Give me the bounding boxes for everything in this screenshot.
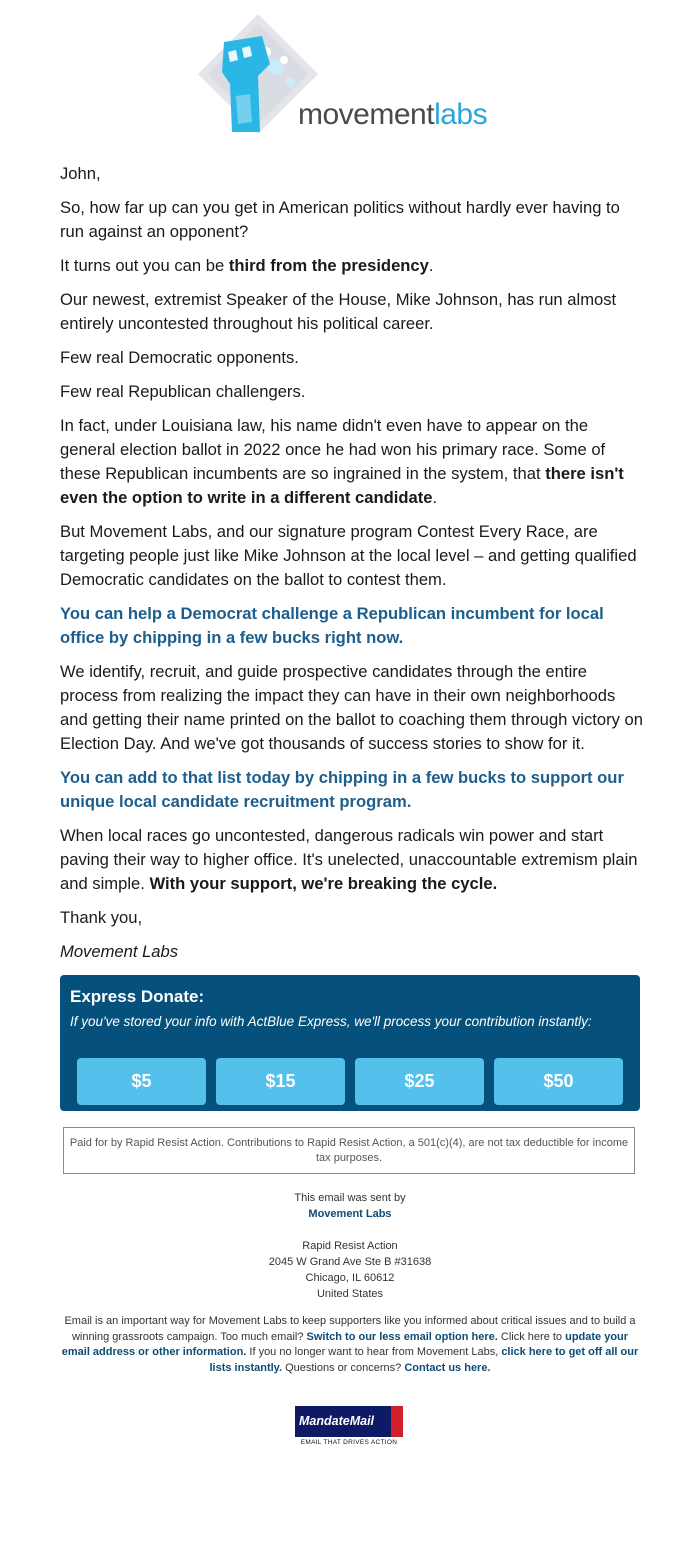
paragraph-2-text: It turns out you can be <box>60 256 229 275</box>
notice-text-a: Email is an important way for Movement Labs to keep supporters like you informed about critical issues and to build a winning grassroots campaign. Too much email? <box>64 1315 636 1343</box>
paragraph-2-bold: third from the presidency <box>228 256 429 275</box>
address-line-1: 2045 W Grand Ave Ste B #31638 <box>268 1256 432 1268</box>
paragraph-8: We identify, recruit, and guide prospective candidates through the entire process from realizing the impact they can have in their own neighborhoods and getting their name printed on the ballot to coaching them through victory on Election Day. And we've got thousands of success stories to show for it. <box>60 662 643 753</box>
header-logo <box>0 0 683 150</box>
paragraph-9-bold: With your support, we're breaking the cycle. <box>149 874 498 893</box>
paragraph-9-text: When local races go uncontested, dangerous radicals win power and start paving their way to higher office. It's unelected, unaccountable extremism plain and simple. <box>60 826 638 893</box>
address-country: United States <box>316 1288 384 1300</box>
paragraph-2-end: . <box>428 256 434 275</box>
donate-15-button[interactable]: $15 <box>216 1058 345 1105</box>
logo-wordmark <box>298 98 487 132</box>
notice-text-b: Click here to <box>497 1330 566 1343</box>
signature: Movement Labs <box>60 942 179 961</box>
paid-for-disclaimer: Paid for by Rapid Resist Action. Contributions to Rapid Resist Action, a 501(c)(4), are not tax deductible for income tax purposes. <box>63 1127 635 1174</box>
paragraph-3: Our newest, extremist Speaker of the House, Mike Johnson, has run almost entirely uncontested throughout his political career. <box>60 290 617 333</box>
signoff: Thank you, <box>60 908 143 927</box>
paragraph-4: Few real Democratic opponents. <box>60 348 299 367</box>
mandatemail-logo: MandateMail <box>295 1406 396 1437</box>
update-info-link[interactable]: update your email address or other information. <box>61 1330 629 1358</box>
notice-text-d: Questions or concerns? <box>282 1361 405 1374</box>
express-donate-title: Express Donate: <box>70 987 205 1006</box>
email-preferences-notice <box>60 1314 640 1376</box>
paragraph-6 <box>60 414 644 510</box>
org-name: Rapid Resist Action <box>302 1240 398 1252</box>
unsubscribe-link[interactable]: click here to get off all our lists instantly. <box>209 1346 639 1374</box>
flag-icon <box>391 1406 403 1437</box>
less-email-link[interactable]: Switch to our less email option here. <box>306 1330 498 1343</box>
paragraph-2 <box>60 254 644 278</box>
cta-link-1[interactable]: You can help a Democrat challenge a Republican incumbent for local office by chipping in a few bucks right now. <box>60 604 604 647</box>
logo-word-labs: labs <box>434 98 488 131</box>
paragraph-1: So, how far up can you get in American politics without hardly ever having to run against an opponent? <box>60 198 620 241</box>
paragraph-6-bold: there isn't even the option to write in a different candidate <box>60 464 624 507</box>
sender-name: Movement Labs <box>308 1208 392 1220</box>
greeting: John, <box>60 164 101 183</box>
sent-by-label: This email was sent by <box>294 1192 406 1204</box>
donate-50-button[interactable]: $50 <box>494 1058 623 1105</box>
donate-5-button[interactable]: $5 <box>77 1058 206 1105</box>
paragraph-6-end: . <box>432 488 438 507</box>
letter-body <box>60 162 644 974</box>
paragraph-7: But Movement Labs, and our signature program Contest Every Race, are targeting people just like Mike Johnson at the local level – and getting qualified Democratic candidates on the ballot to contest them. <box>60 522 637 589</box>
cta-link-2[interactable]: You can add to that list today by chipping in a few bucks to support our unique local candidate recruitment program. <box>60 768 624 811</box>
address-line-2: Chicago, IL 60612 <box>305 1272 395 1284</box>
express-donate-panel <box>60 975 640 1111</box>
paragraph-6-text: In fact, under Louisiana law, his name didn't even have to appear on the general election ballot in 2022 once he had won his primary race. Some of these Republican incumbents are so ingrained in the system, that <box>60 416 606 483</box>
contact-us-link[interactable]: Contact us here. <box>404 1361 491 1374</box>
mandatemail-tagline: EMAIL THAT DRIVES ACTION <box>300 1439 398 1446</box>
sender-info <box>60 1190 640 1302</box>
paragraph-9 <box>60 824 644 896</box>
logo-word-movement: movement <box>298 98 435 131</box>
express-donate-subtitle: If you've stored your info with ActBlue Express, we'll process your contribution instantly: <box>70 1014 592 1029</box>
notice-text-c: If you no longer want to hear from Movement Labs, <box>246 1346 502 1358</box>
donate-25-button[interactable]: $25 <box>355 1058 484 1105</box>
mandatemail-badge[interactable] <box>295 1406 405 1450</box>
paragraph-5: Few real Republican challengers. <box>60 382 306 401</box>
